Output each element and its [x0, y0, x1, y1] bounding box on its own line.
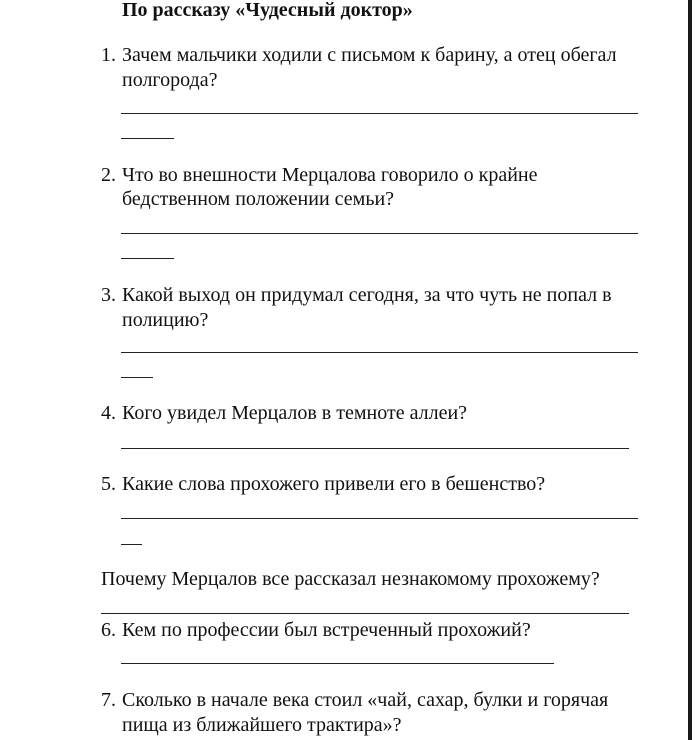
page-edge-border	[688, 0, 692, 740]
question-1-text-line-2: полгорода?	[122, 69, 218, 91]
answer-line[interactable]	[121, 544, 142, 545]
answer-line[interactable]	[121, 518, 638, 519]
question-2-number: 2.	[101, 164, 116, 186]
question-1-number: 1.	[101, 44, 116, 66]
question-4-text: Кого увидел Мерцалов в темноте аллеи?	[122, 402, 468, 424]
question-4-number: 4.	[101, 402, 116, 424]
question-3-text-line-1: Какой выход он придумал сегодня, за что чуть не попал в	[122, 284, 612, 306]
answer-line[interactable]	[121, 113, 638, 114]
question-6-text: Кем по профессии был встреченный прохожий?	[122, 619, 531, 641]
question-6-number: 6.	[101, 619, 116, 641]
question-7-text-line-1: Сколько в начале века стоил «чай, сахар, булки и горячая	[122, 689, 609, 711]
question-5-number: 5.	[101, 473, 116, 495]
question-2-text-line-1: Что во внешности Мерцалова говорило о крайне	[122, 164, 538, 186]
question-2-text-line-2: бедственном положении семьи?	[122, 188, 395, 210]
answer-line[interactable]	[121, 138, 174, 139]
answer-line[interactable]	[121, 663, 554, 664]
page-title: По рассказу «Чудесный доктор»	[122, 0, 413, 21]
answer-line[interactable]	[121, 258, 174, 259]
answer-line[interactable]	[121, 377, 153, 378]
answer-line[interactable]	[121, 448, 629, 449]
question-7-number: 7.	[101, 689, 116, 711]
answer-line[interactable]	[121, 233, 638, 234]
question-3-number: 3.	[101, 284, 116, 306]
question-1-text-line-1: Зачем мальчики ходили с письмом к барину, а отец обегал	[122, 44, 617, 66]
question-unnumbered-text: Почему Мерцалов все рассказал незнакомому прохожему?	[101, 568, 600, 590]
question-7-text-line-2: пища из ближайшего трактира»?	[122, 714, 402, 736]
answer-line[interactable]	[101, 613, 629, 614]
question-5-text: Какие слова прохожего привели его в бешенство?	[122, 473, 546, 495]
question-3-text-line-2: полицию?	[122, 309, 209, 331]
answer-line[interactable]	[121, 352, 638, 353]
